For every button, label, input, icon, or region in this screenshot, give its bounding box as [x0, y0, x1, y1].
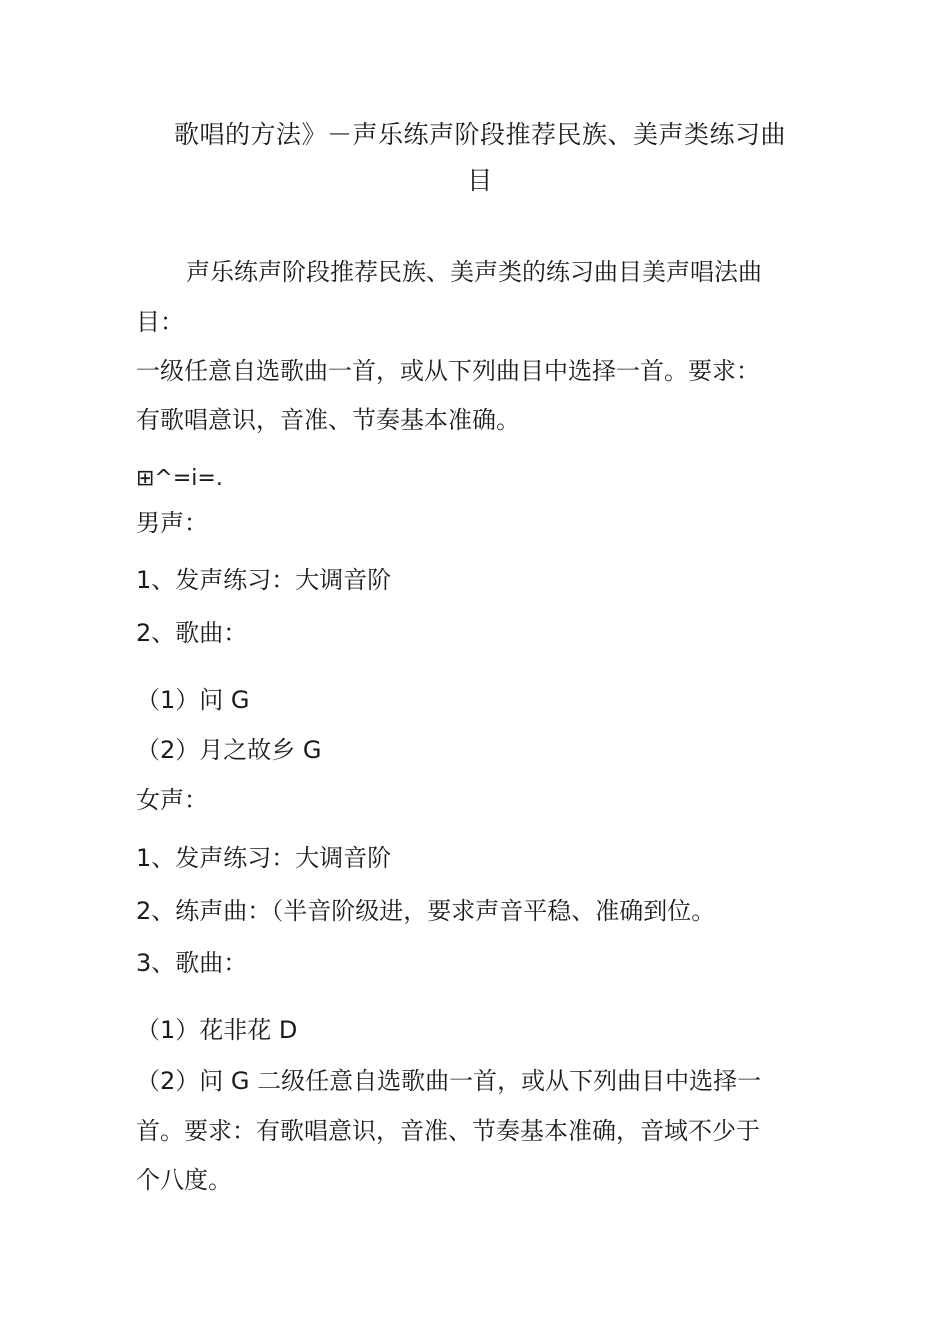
title-line-1: 歌唱的方法》－声乐练声阶段推荐民族、美声类练习曲	[173, 120, 786, 149]
garbled-text: ⊞^=i=.	[136, 466, 223, 491]
male-song-1: （1）问 G	[136, 686, 250, 714]
level1-line-1: 一级任意自选歌曲一首，或从下列曲目中选择一首。要求：	[136, 357, 760, 385]
male-item-1: 1、发声练习：大调音阶	[136, 566, 392, 594]
female-song-2-line-2: 首。要求：有歌唱意识，音准、节奏基本准确，音域不少于	[136, 1117, 760, 1145]
female-song-1: （1）花非花 D	[136, 1016, 298, 1044]
female-song-2-line-1: （2）问 G 二级任意自选歌曲一首，或从下列曲目中选择一	[136, 1067, 762, 1095]
document-title	[150, 112, 810, 204]
level1-line-2: 有歌唱意识，音准、节奏基本准确。	[136, 406, 520, 434]
intro-line-1: 声乐练声阶段推荐民族、美声类的练习曲目美声唱法曲	[186, 258, 762, 286]
female-heading: 女声：	[136, 786, 208, 814]
title-line-2: 目	[467, 166, 493, 195]
intro-line-2: 目：	[136, 308, 184, 336]
male-heading: 男声：	[136, 509, 208, 537]
female-item-3: 3、歌曲：	[136, 949, 248, 977]
female-song-2-line-3: 个八度。	[136, 1166, 232, 1194]
male-song-2: （2）月之故乡 G	[136, 736, 322, 764]
female-item-2: 2、练声曲：（半音阶级进，要求声音平稳、准确到位。	[136, 897, 716, 925]
female-item-1: 1、发声练习：大调音阶	[136, 844, 392, 872]
male-item-2: 2、歌曲：	[136, 619, 248, 647]
